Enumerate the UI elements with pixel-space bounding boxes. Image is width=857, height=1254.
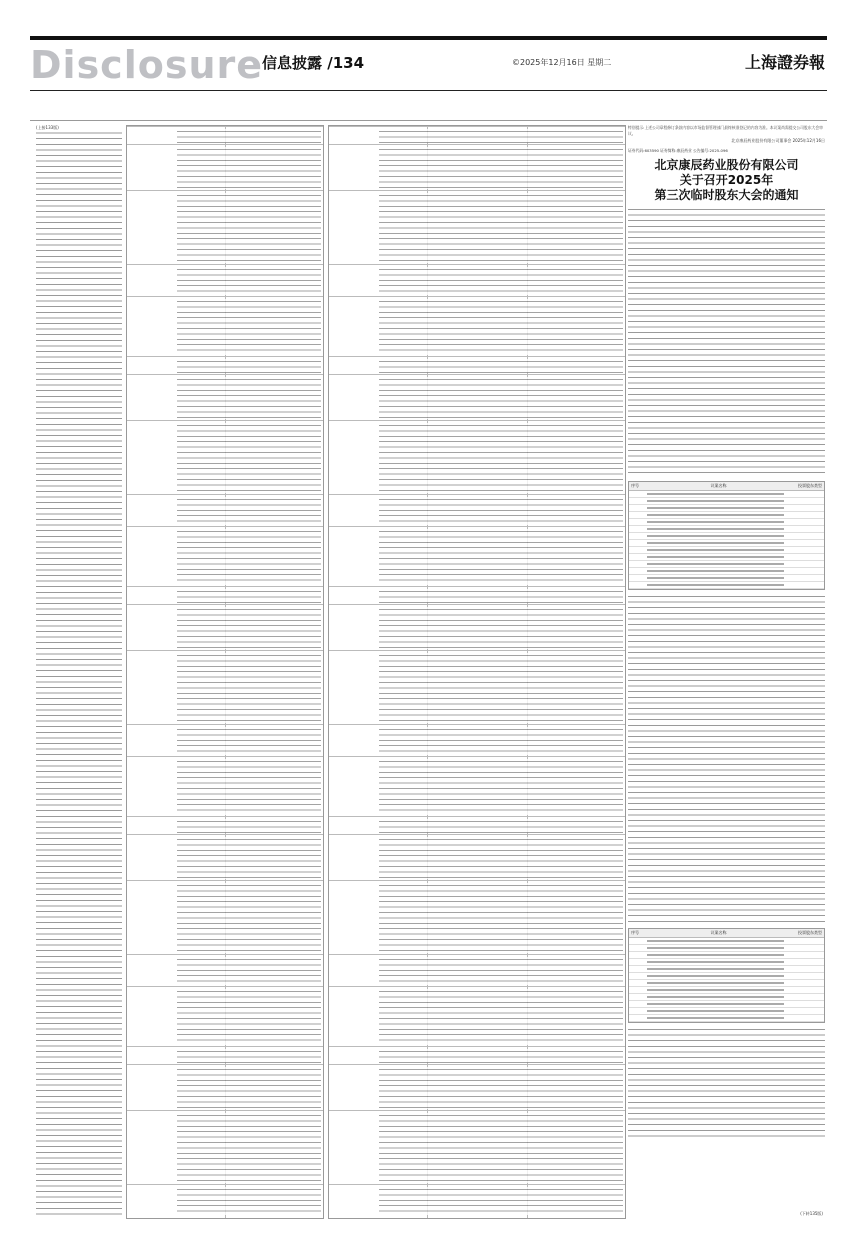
- table-row: [329, 880, 625, 955]
- row-text-block: [379, 299, 623, 355]
- table-row: [329, 954, 625, 987]
- table-row: [629, 491, 824, 498]
- continued-footer: (下转135版): [800, 1211, 823, 1216]
- table-row: [629, 994, 824, 1001]
- table-row: [127, 756, 323, 817]
- notice-code-line: 证券代码:603590 证券简称:康辰药业 公告编号:2025-096: [628, 148, 728, 154]
- row-text-block: [647, 975, 784, 977]
- notice-body-2: [628, 594, 825, 924]
- row-text-block: [379, 883, 623, 953]
- row-text-block: [647, 996, 784, 998]
- row-text-block: [647, 947, 784, 949]
- table-row: [329, 356, 625, 375]
- row-text-block: [177, 147, 321, 189]
- table-row: [329, 604, 625, 651]
- notice-title-line: 第三次临时股东大会的通知: [654, 188, 799, 203]
- row-text-block: [647, 577, 784, 579]
- row-text-block: [177, 759, 321, 815]
- table-row: [629, 987, 824, 994]
- row-text-block: [177, 819, 321, 833]
- row-text-block: [647, 507, 784, 509]
- row-text-block: [177, 837, 321, 879]
- table-row: [329, 126, 625, 145]
- table-row: [329, 1110, 625, 1185]
- row-text-block: [647, 549, 784, 551]
- table-header: [629, 929, 824, 938]
- notice-body: [628, 207, 825, 477]
- table-row: [629, 498, 824, 505]
- table-row: [127, 144, 323, 191]
- row-text-block: [647, 556, 784, 558]
- table-row: [127, 374, 323, 421]
- table-row: [127, 816, 323, 835]
- row-text-block: [177, 423, 321, 493]
- row-text-block: [177, 1187, 321, 1215]
- table-row: [629, 554, 824, 561]
- col-header-name: 议案名称: [710, 930, 727, 936]
- row-text-block: [177, 497, 321, 525]
- table-row: [629, 973, 824, 980]
- table-row: [629, 980, 824, 987]
- row-text-block: [379, 1113, 623, 1183]
- col-header-no: 序号: [631, 483, 639, 489]
- col-header-type: 投票股东类型: [798, 483, 822, 489]
- row-text-block: [647, 493, 784, 495]
- row-text-block: [647, 563, 784, 565]
- table-row: [629, 952, 824, 959]
- table-row: [629, 1008, 824, 1015]
- table-row: [127, 724, 323, 757]
- table-row: [329, 986, 625, 1047]
- row-text-block: [177, 1113, 321, 1183]
- row-text-block: [647, 1017, 784, 1019]
- table-row: [629, 959, 824, 966]
- masthead-bar: [30, 36, 827, 40]
- brand-logo: Disclosure: [30, 43, 264, 87]
- table-row: [629, 575, 824, 582]
- row-text-block: [177, 653, 321, 723]
- notice-title-line: 北京康辰药业股份有限公司: [654, 158, 799, 173]
- table-row: [127, 1064, 323, 1111]
- table-row: [629, 966, 824, 973]
- row-text-block: [177, 607, 321, 649]
- row-text-block: [379, 819, 623, 833]
- row-text-block: [647, 940, 784, 942]
- col-header-type: 投票股东类型: [798, 930, 822, 936]
- row-text-block: [379, 727, 623, 755]
- continued-tag: (上接133版): [36, 125, 122, 130]
- row-text-block: [177, 193, 321, 263]
- header-rule: [30, 90, 827, 91]
- table-row: [127, 1046, 323, 1065]
- row-text-block: [647, 989, 784, 991]
- table-row: [329, 144, 625, 191]
- row-text-block: [379, 497, 623, 525]
- row-text-block: [379, 1049, 623, 1063]
- row-text-block: [647, 1003, 784, 1005]
- row-text-block: [177, 957, 321, 985]
- row-text-block: [177, 883, 321, 953]
- notice-title: [628, 158, 825, 203]
- table-row: [329, 650, 625, 725]
- table-row: [329, 526, 625, 587]
- row-text-block: [379, 957, 623, 985]
- table-row: [127, 986, 323, 1047]
- row-text-block: [177, 377, 321, 419]
- row-text-block: [379, 989, 623, 1045]
- row-text-block: [379, 653, 623, 723]
- row-text-block: [647, 500, 784, 502]
- row-text-block: [379, 607, 623, 649]
- table-row: [629, 526, 824, 533]
- table-row: [329, 264, 625, 297]
- row-text-block: [177, 989, 321, 1045]
- table-row: [629, 568, 824, 575]
- table-row: [329, 1184, 625, 1217]
- table-row: [127, 650, 323, 725]
- row-text-block: [177, 589, 321, 603]
- row-text-block: [177, 267, 321, 295]
- table-row: [127, 526, 323, 587]
- row-text-block: [647, 954, 784, 956]
- row-text-block: [379, 129, 623, 143]
- row-text-block: [647, 535, 784, 537]
- table-row: [629, 505, 824, 512]
- table-row: [629, 540, 824, 547]
- table-row: [329, 374, 625, 421]
- table-row: [329, 1064, 625, 1111]
- comparison-table-1: [126, 125, 324, 1219]
- row-text-block: [379, 193, 623, 263]
- row-text-block: [177, 529, 321, 585]
- row-text-block: [379, 147, 623, 189]
- table-row: [127, 264, 323, 297]
- row-text-block: [177, 727, 321, 755]
- row-text-block: [379, 267, 623, 295]
- col-header-name: 议案名称: [710, 483, 727, 489]
- table-row: [127, 494, 323, 527]
- row-text-block: [379, 1067, 623, 1109]
- table-row: [127, 356, 323, 375]
- table-row: [127, 1110, 323, 1185]
- row-text-block: [379, 359, 623, 373]
- table-row: [629, 533, 824, 540]
- table-row: [629, 1015, 824, 1022]
- row-text-block: [647, 961, 784, 963]
- newspaper-name: 上海證券報: [744, 53, 825, 72]
- table-row: [329, 834, 625, 881]
- table-row: [127, 880, 323, 955]
- table-row: [329, 756, 625, 817]
- row-text-block: [647, 982, 784, 984]
- row-text-block: [379, 377, 623, 419]
- notice-title-line: 关于召开2025年: [679, 173, 774, 188]
- table-row: [329, 190, 625, 265]
- table-row: [127, 586, 323, 605]
- row-text-block: [379, 759, 623, 815]
- table-row: [127, 834, 323, 881]
- table-row: [329, 296, 625, 357]
- comparison-table-2: [328, 125, 626, 1219]
- table-row: [127, 1184, 323, 1217]
- table-row: [629, 945, 824, 952]
- table-row: [329, 816, 625, 835]
- row-text-block: [647, 1010, 784, 1012]
- table-row: [329, 494, 625, 527]
- content-area: [30, 120, 827, 1219]
- notice-signoff: 北京康辰药业股份有限公司董事会 2025年12月16日: [731, 138, 825, 144]
- row-text-block: [647, 521, 784, 523]
- column-1: [36, 125, 122, 1219]
- row-text-block: [177, 1067, 321, 1109]
- table-row: [127, 126, 323, 145]
- issue-date: ©2025年12月16日 星期二: [512, 58, 612, 67]
- section-title: 信息披露 /134: [262, 54, 365, 72]
- table-row: [629, 938, 824, 945]
- row-text-block: [379, 589, 623, 603]
- table-row: [329, 586, 625, 605]
- row-text-block: [647, 570, 784, 572]
- masthead: [30, 44, 827, 86]
- row-text-block: [647, 968, 784, 970]
- table-row: [329, 420, 625, 495]
- proposal-table-2: [628, 928, 825, 1023]
- table-row: [127, 190, 323, 265]
- notice-preamble: 特别提示:上述公司章程修订条款内容以市场监督管理部门最终核准登记的内容为准。本议案尚需提交公司股东大会审议。: [628, 125, 823, 136]
- table-row: [329, 724, 625, 757]
- row-text-block: [177, 129, 321, 143]
- table-header: [629, 482, 824, 491]
- row-text-block: [647, 528, 784, 530]
- row-text-block: [647, 514, 784, 516]
- table-row: [629, 519, 824, 526]
- table-row: [629, 561, 824, 568]
- row-text-block: [379, 837, 623, 879]
- col-header-no: 序号: [631, 930, 639, 936]
- row-text-block: [379, 423, 623, 493]
- row-text-block: [177, 359, 321, 373]
- row-text-block: [647, 584, 784, 586]
- notice-body-3: [628, 1027, 825, 1137]
- row-text-block: [647, 542, 784, 544]
- table-row: [629, 547, 824, 554]
- row-text-block: [177, 299, 321, 355]
- table-row: [127, 954, 323, 987]
- row-text-block: [177, 1049, 321, 1063]
- table-row: [127, 604, 323, 651]
- table-row: [629, 1001, 824, 1008]
- proposal-table-1: [628, 481, 825, 590]
- table-row: [629, 512, 824, 519]
- table-row: [127, 296, 323, 357]
- table-row: [329, 1046, 625, 1065]
- table-row: [629, 582, 824, 589]
- row-text-block: [379, 529, 623, 585]
- table-row: [127, 420, 323, 495]
- row-text-block: [379, 1187, 623, 1215]
- meeting-notice: [628, 125, 825, 1137]
